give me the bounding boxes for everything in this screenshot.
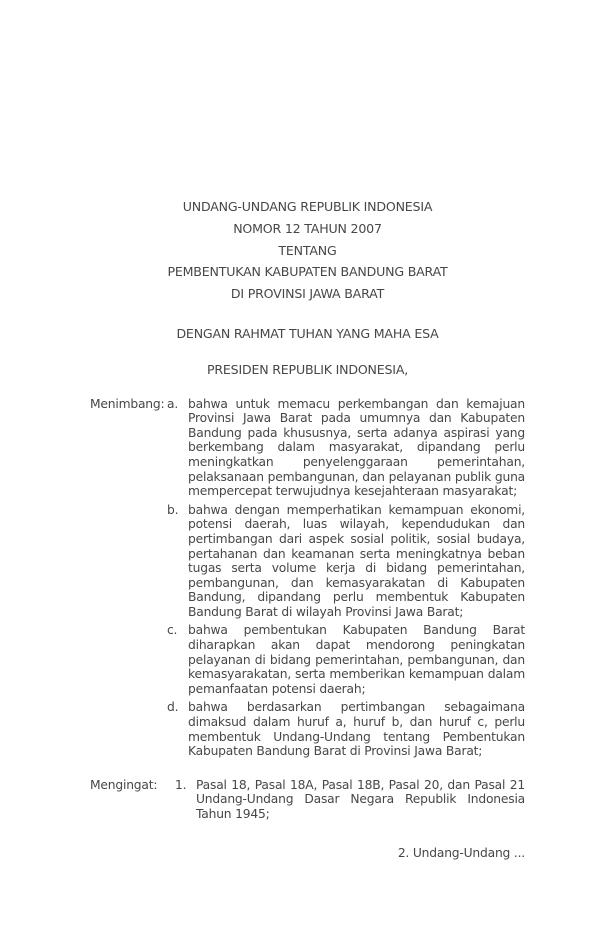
- item-text: Pasal 18, Pasal 18A, Pasal 18B, Pasal 20, dan Pasal 21 Undang-Undang Dasar Negara Republik Indonesia Tahun 1945;: [196, 777, 525, 822]
- item-text: bahwa berdasarkan pertimbangan sebagaimana dimaksud dalam huruf a, huruf b, dan huruf c, perlu membentuk Undang-Undang tentang Pembentukan Kabupaten Bandung Barat di Provinsi Jawa Barat;: [188, 700, 525, 759]
- consideration-item-a: [167, 397, 525, 499]
- consideration-item-c: [167, 623, 525, 696]
- mengingat-items: [167, 778, 525, 822]
- item-marker: b.: [167, 502, 179, 517]
- consideration-item-b: [167, 503, 525, 620]
- item-marker: 1.: [175, 777, 187, 792]
- continuation-catchword: 2. Undang-Undang ...: [397, 846, 525, 860]
- invocation-line: DENGAN RAHMAT TUHAN YANG MAHA ESA: [176, 325, 439, 341]
- item-marker: c.: [167, 623, 178, 638]
- menimbang-section: [90, 397, 525, 759]
- item-text: bahwa untuk memacu perkembangan dan kemajuan Provinsi Jawa Barat pada umumnya dan Kabupaten Bandung pada khususnya, serta adanya aspirasi yang berkembang dalam masyarakat, dipandang perlu meningkatkan penyelenggaraan pemerintahan, pelaksanaan pembangunan, dan pelayanan publik guna mempercepat terwujudnya kesejahteraan masyarakat;: [188, 396, 525, 499]
- consideration-item-d: [167, 700, 525, 758]
- document-subject-line-1: PEMBENTUKAN KABUPATEN BANDUNG BARAT: [167, 264, 448, 280]
- item-marker: a.: [167, 396, 179, 411]
- item-marker: d.: [167, 700, 179, 715]
- item-text: bahwa pembentukan Kabupaten Bandung Barat diharapkan akan dapat mendorong peningkatan pelayanan di bidang pemerintahan, pembangunan, dan kemasyarakatan, serta memberikan kemampuan dalam pemanfaatan potensi daerah;: [188, 623, 525, 696]
- legal-basis-item-1: [167, 778, 525, 822]
- page-content: [90, 196, 525, 822]
- menimbang-label: Menimbang:: [90, 396, 165, 411]
- document-number-line: NOMOR 12 TAHUN 2007: [233, 220, 382, 236]
- menimbang-items: [167, 397, 525, 759]
- document-header: [90, 196, 525, 381]
- document-subject-line-2: DI PROVINSI JAWA BARAT: [230, 286, 385, 302]
- authority-line: PRESIDEN REPUBLIK INDONESIA,: [206, 361, 409, 377]
- mengingat-label: Mengingat:: [90, 777, 158, 792]
- document-title-line-1: UNDANG-UNDANG REPUBLIK INDONESIA: [182, 199, 433, 214]
- tentang-line: TENTANG: [278, 242, 337, 258]
- mengingat-section: [90, 778, 525, 822]
- item-text: bahwa dengan memperhatikan kemampuan ekonomi, potensi daerah, luas wilayah, kependudukan dan pertimbangan dari aspek sosial politik, sosial budaya, pertahanan dan keamanan serta meningkatnya beban tugas serta volume kerja di bidang pemerintahan, pembangunan, dan kemasyarakatan di Kabupaten Bandung, dipandang perlu membentuk Kabupaten Bandung Barat di wilayah Provinsi Jawa Barat;: [188, 502, 525, 619]
